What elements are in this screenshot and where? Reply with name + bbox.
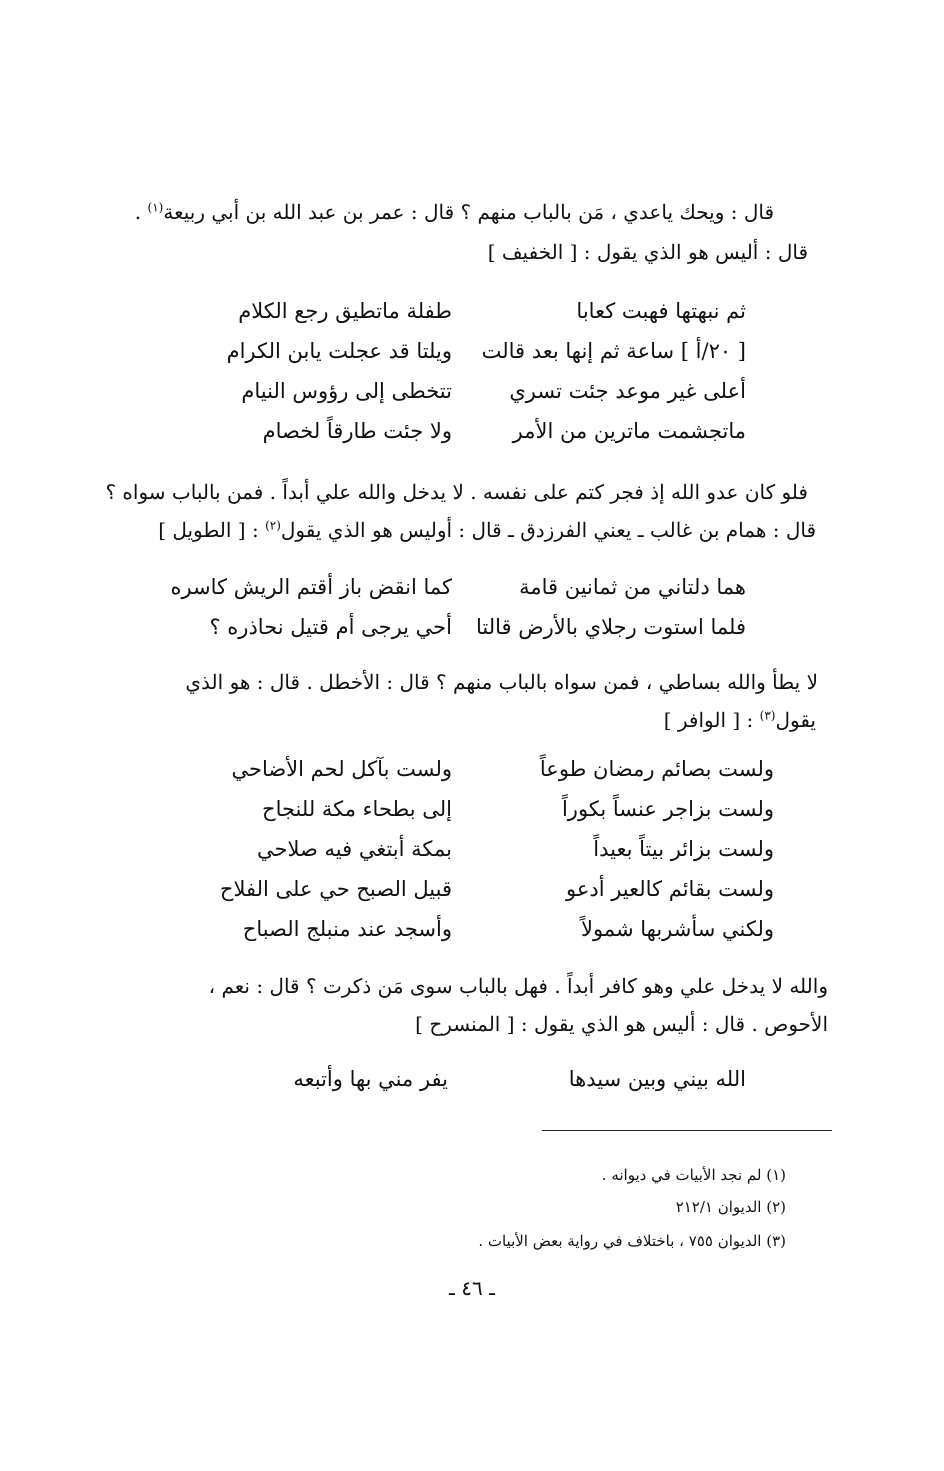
verse-first-hemistich: ولست بقائم كالعير أدعو <box>565 877 774 901</box>
footnote: (٢) الديوان ٢١٢/١ <box>675 1198 786 1216</box>
prose-line: يقول$^{(٣)}$ : [ الوافر ] <box>663 708 816 732</box>
verse-first-hemistich: ثم نبهتها فهبت كعابا <box>576 299 746 323</box>
footnote: (٣) الديوان ٧٥٥ ، باختلاف في رواية بعض الأبيات . <box>478 1232 786 1250</box>
verse-second-hemistich: قبيل الصبح حي على الفلاح <box>219 877 452 901</box>
footnote-ref: (١) <box>147 200 164 215</box>
verse-first-hemistich: الله بيني وبين سيدها <box>568 1067 746 1091</box>
prose-line: لا يطأ والله بساطي ، فمن سواه بالباب منهم ؟ قال : الأخطل . قال : هو الذي <box>185 670 818 694</box>
verse-second-hemistich: ويلتا قد عجلت يابن الكرام <box>226 339 452 363</box>
verse-first-hemistich: ماتجشمت ماترين من الأمر <box>512 419 746 443</box>
verse-first-hemistich: أعلى غير موعد جئت تسري <box>509 379 746 403</box>
verse-first-hemistich: فلما استوت رجلاي بالأرض قالتا <box>475 615 746 639</box>
footnote-ref: (٢) <box>265 518 281 533</box>
verse-second-hemistich: ولست بآكل لحم الأضاحي <box>231 757 452 781</box>
verse-first-hemistich: [ ٢٠/أ ] ساعة ثم إنها بعد قالت <box>481 339 746 363</box>
prose-line: الأحوص . قال : أليس هو الذي يقول : [ المنسرح ] <box>415 1012 828 1036</box>
verse-first-hemistich: ولكني سأشربها شمولاً <box>581 917 774 941</box>
page-number: ـ ٤٦ ـ <box>449 1276 495 1300</box>
verse-first-hemistich: ولست بصائم رمضان طوعاً <box>539 757 774 781</box>
prose-line: قال : همام بن غالب ـ يعني الفرزدق ـ قال : أوليس هو الذي يقول$^{(٢)}$ : [ الطويل ] <box>158 518 816 542</box>
verse-second-hemistich: كما انقض باز أقتم الريش كاسره <box>170 575 452 599</box>
verse-first-hemistich: هما دلتاني من ثمانين قامة <box>519 575 746 599</box>
footnote: (١) لم نجد الأبيات في ديوانه . <box>601 1166 786 1184</box>
verse-second-hemistich: إلى بطحاء مكة للنجاح <box>262 797 452 821</box>
verse-second-hemistich: أحي يرجى أم قتيل نحاذره ؟ <box>209 615 452 639</box>
prose-line: قال : أليس هو الذي يقول : [ الخفيف ] <box>487 240 808 264</box>
verse-second-hemistich: تتخطى إلى رؤوس النيام <box>241 379 452 403</box>
prose-line: والله لا يدخل علي وهو كافر أبداً . فهل بالباب سوى مَن ذكرت ؟ قال : نعم ، <box>208 974 828 998</box>
verse-second-hemistich: وأسجد عند منبلج الصباح <box>242 917 452 941</box>
prose-line: قال : ويحك ياعدي ، مَن بالباب منهم ؟ قال : عمر بن عبد الله بن أبي ربيعة$^{(١)}$ . <box>134 200 774 224</box>
footnote-separator <box>542 1130 832 1131</box>
footnote-ref: (٣) <box>759 708 776 723</box>
verse-second-hemistich: طفلة ماتطيق رجع الكلام <box>238 299 452 323</box>
verse-first-hemistich: ولست بزاجر عنساً بكوراً <box>561 797 774 821</box>
prose-line: فلو كان عدو الله إذ فجر كتم على نفسه . لا يدخل والله علي أبداً . فمن بالباب سواه ؟ <box>105 480 808 504</box>
verse-second-hemistich: يفر مني بها وأتبعه <box>293 1067 448 1091</box>
verse-second-hemistich: ولا جئت طارقاً لخصام <box>262 419 452 443</box>
verse-first-hemistich: ولست بزائر بيتاً بعيداً <box>593 837 774 861</box>
verse-second-hemistich: بمكة أبتغي فيه صلاحي <box>257 837 452 861</box>
